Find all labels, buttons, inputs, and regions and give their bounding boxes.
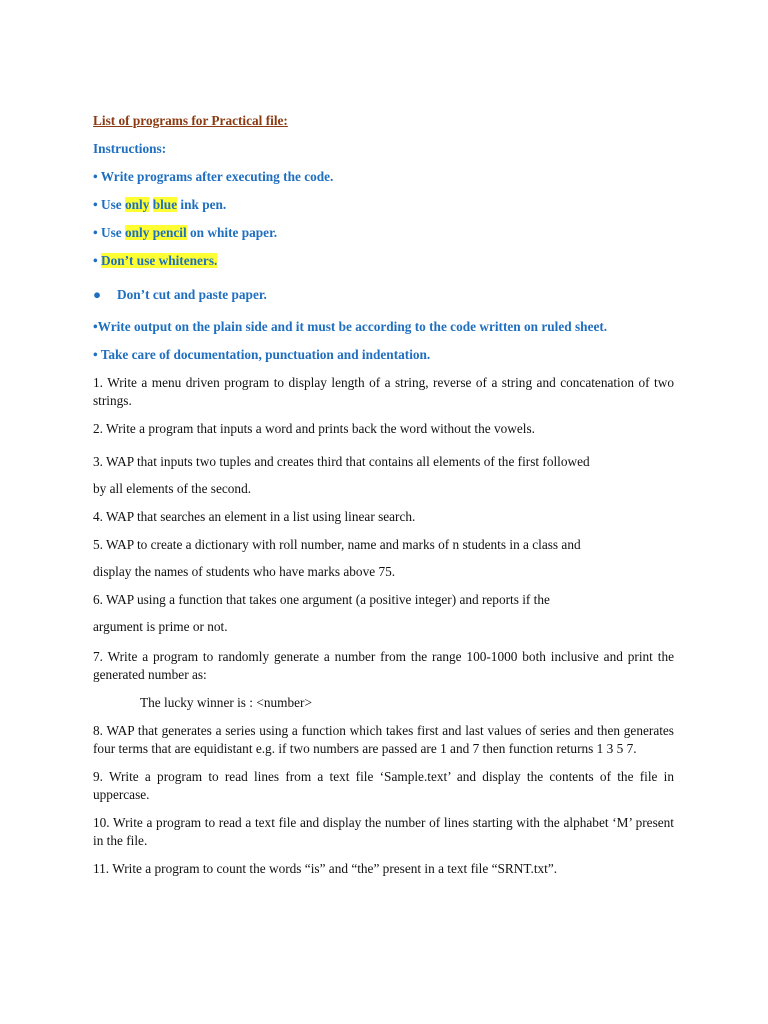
program-6-line-1: 6. WAP using a function that takes one argument (a positive integer) and reports if the (93, 592, 550, 607)
program-5-line-2: display the names of students who have marks above 75. (93, 564, 396, 579)
program-item-6 (93, 586, 674, 640)
program-3-line-1: 3. WAP that inputs two tuples and creates third that contains all elements of the first followed (93, 454, 590, 469)
practical-file-document (93, 112, 674, 888)
pencil-prefix: • Use (93, 225, 125, 240)
program-item-9: 9. Write a program to read lines from a text file ‘Sample.text’ and display the contents of the file in uppercase. (93, 769, 674, 802)
instructions-heading: Instructions: (93, 141, 167, 156)
blue-pen-prefix: • Use (93, 197, 125, 212)
instruction-output: •Write output on the plain side and it must be according to the code written on ruled sheet. (93, 319, 608, 334)
pencil-suffix: on white paper. (186, 225, 278, 240)
program-item-11: 11. Write a program to count the words “is” and “the” present in a text file “SRNT.txt”. (93, 861, 558, 876)
document-title: List of programs for Practical file: (93, 113, 288, 128)
highlight-whiteners: Don’t use whiteners. (100, 253, 218, 268)
whiteners-prefix: • (93, 253, 101, 268)
program-item-10: 10. Write a program to read a text file and display the number of lines starting with the alphabet ‘M’ present in the file. (93, 815, 674, 848)
program-item-4: 4. WAP that searches an element in a list using linear search. (93, 509, 416, 524)
program-5-line-1: 5. WAP to create a dictionary with roll number, name and marks of n students in a class and (93, 537, 581, 552)
highlight-blue: blue (152, 197, 178, 212)
instruction-whiteners (93, 252, 674, 270)
instruction-documentation: • Take care of documentation, punctuation and indentation. (93, 347, 431, 362)
cut-paste-text: Don’t cut and paste paper. (117, 287, 267, 302)
program-item-5 (93, 531, 674, 585)
program-item-1: 1. Write a menu driven program to display length of a string, reverse of a string and concatenation of two strings. (93, 375, 674, 408)
program-item-7: 7. Write a program to randomly generate a number from the range 100-1000 both inclusive and print the generated number as: (93, 649, 674, 682)
instruction-write-after-exec: • Write programs after executing the code. (93, 169, 334, 184)
blue-pen-suffix: ink pen. (177, 197, 227, 212)
instruction-pencil (93, 224, 674, 242)
instruction-cut-paste (93, 286, 674, 304)
program-6-line-2: argument is prime or not. (93, 619, 228, 634)
program-item-3 (93, 448, 674, 502)
program-7-output-format: The lucky winner is : <number> (140, 695, 312, 710)
highlight-only-pencil: only pencil (124, 225, 187, 240)
program-item-2: 2. Write a program that inputs a word and prints back the word without the vowels. (93, 421, 535, 436)
highlight-only: only (124, 197, 150, 212)
program-3-line-2: by all elements of the second. (93, 481, 252, 496)
program-item-8: 8. WAP that generates a series using a function which takes first and last values of series and then generates four terms that are equidistant e.g. if two numbers are passed are 1 and 7 then function returns 1 3 5 7. (93, 723, 674, 756)
bullet-circle-icon: ● (93, 287, 102, 302)
instruction-blue-pen (93, 196, 674, 214)
